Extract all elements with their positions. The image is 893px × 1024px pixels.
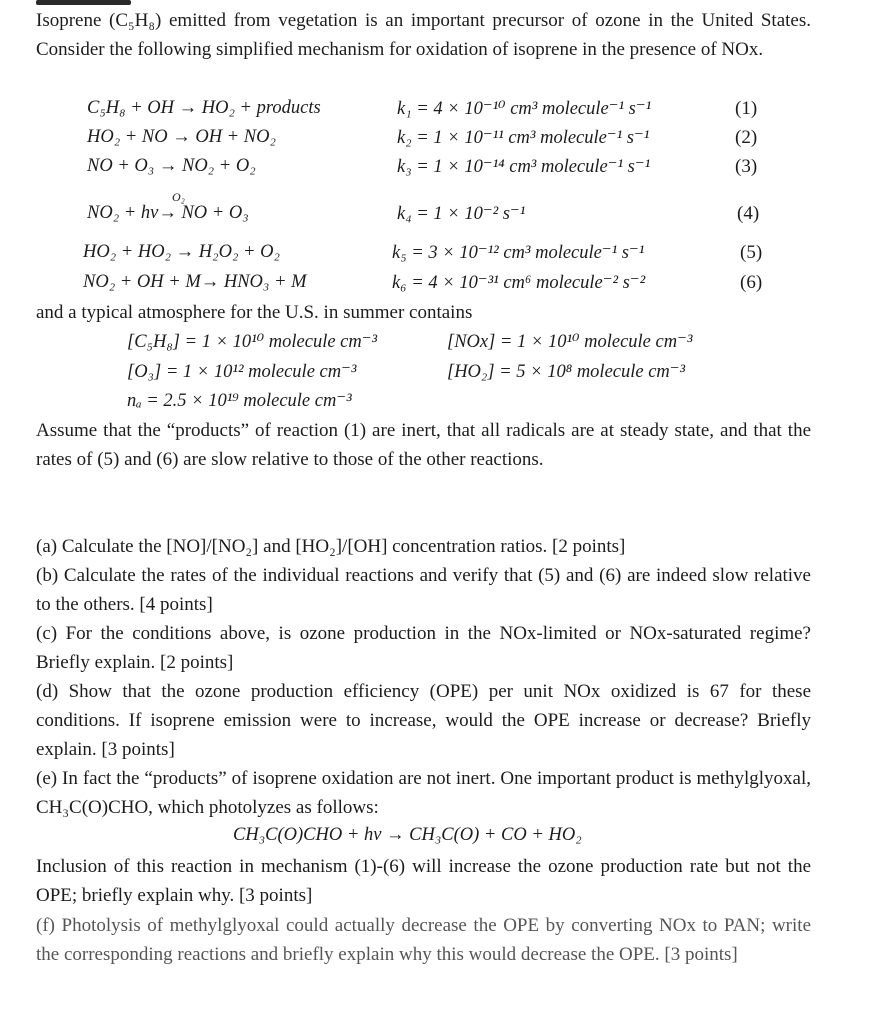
conc-air-density: nₐ = 2.5 × 10¹⁹ molecule cm⁻³ (127, 391, 352, 411)
reaction-4-equation: NO₂ + hv→ NO + O₃ (87, 203, 249, 223)
conc-ho2: [HO₂] = 5 × 10⁸ molecule cm⁻³ (447, 362, 686, 382)
reaction-1-number: (1) (735, 98, 758, 119)
question-part-d: (d) Show that the ozone production efficiency (OPE) per unit NOx oxidized is 67 for these conditions. If isoprene emission were to increase, would the OPE increase or decrease? Briefly explain. [3 points] (36, 681, 811, 760)
reaction-3-rate-constant: k₃ = 1 × 10⁻¹⁴ cm³ molecule⁻¹ s⁻¹ (397, 157, 651, 177)
reaction-1-rate-constant: k₁ = 4 × 10⁻¹⁰ cm³ molecule⁻¹ s⁻¹ (397, 99, 652, 119)
reaction-2-number: (2) (735, 127, 758, 148)
reaction-3-number: (3) (735, 156, 758, 177)
reaction-4-rate-constant: k₄ = 1 × 10⁻² s⁻¹ (397, 204, 526, 224)
question-part-a: (a) Calculate the [NO]/[NO₂] and [HO₂]/[OH] concentration ratios. [2 points] (36, 536, 626, 557)
conc-nox: [NOx] = 1 × 10¹⁰ molecule cm⁻³ (447, 332, 693, 352)
atmosphere-intro: and a typical atmosphere for the U.S. in summer contains (36, 302, 473, 323)
intro-paragraph: Isoprene (C₅H₈) emitted from vegetation is an important precursor of ozone in the United States. Consider the following simplified mechanism for oxidation of isoprene in the presence of NOx. (36, 10, 811, 60)
reaction-6-equation: NO₂ + OH + M→ HNO₃ + M (83, 272, 307, 292)
reaction-4-arrow-label: O₂ (172, 190, 185, 204)
reaction-4-number: (4) (737, 203, 760, 224)
conc-o3: [O₃] = 1 × 10¹² molecule cm⁻³ (127, 362, 357, 382)
reaction-6-number: (6) (740, 272, 763, 293)
reaction-1-equation: C₅H₈ + OH → HO₂ + products (87, 98, 321, 118)
reaction-2-rate-constant: k₂ = 1 × 10⁻¹¹ cm³ molecule⁻¹ s⁻¹ (397, 128, 650, 148)
question-part-e-continued: Inclusion of this reaction in mechanism (1)-(6) will increase the ozone production rate but not the OPE; briefly explain why. [3 points] (36, 856, 811, 906)
reaction-6-rate-constant: k₆ = 4 × 10⁻³¹ cm⁶ molecule⁻² s⁻² (392, 273, 646, 293)
methylglyoxal-photolysis-equation: CH₃C(O)CHO + hv → CH₃C(O) + CO + HO₂ (233, 825, 582, 845)
question-part-b: (b) Calculate the rates of the individual reactions and verify that (5) and (6) are indeed slow relative to the others. [4 points] (36, 565, 811, 615)
question-part-f: (f) Photolysis of methylglyoxal could actually decrease the OPE by converting NOx to PAN; write the corresponding reactions and briefly explain why this would decrease the OPE. [3 points] (36, 915, 811, 965)
question-part-e: (e) In fact the “products” of isoprene oxidation are not inert. One important product is methylglyoxal, CH₃C(O)CHO, which photolyzes as follows: (36, 768, 811, 818)
question-part-c: (c) For the conditions above, is ozone production in the NOx-limited or NOx-saturated regime? Briefly explain. [2 points] (36, 623, 811, 673)
reaction-5-equation: HO₂ + HO₂ → H₂O₂ + O₂ (83, 242, 280, 262)
conc-c5h8: [C₅H₈] = 1 × 10¹⁰ molecule cm⁻³ (127, 332, 378, 352)
reaction-2-equation: HO₂ + NO → OH + NO₂ (87, 127, 276, 147)
assumptions-paragraph: Assume that the “products” of reaction (1) are inert, that all radicals are at steady state, and that the rates of (5) and (6) are slow relative to those of the other reactions. (36, 420, 811, 470)
cropped-header-fragment (36, 0, 131, 5)
reaction-5-number: (5) (740, 242, 763, 263)
reaction-3-equation: NO + O₃ → NO₂ + O₂ (87, 156, 256, 176)
reaction-5-rate-constant: k₅ = 3 × 10⁻¹² cm³ molecule⁻¹ s⁻¹ (392, 243, 645, 263)
